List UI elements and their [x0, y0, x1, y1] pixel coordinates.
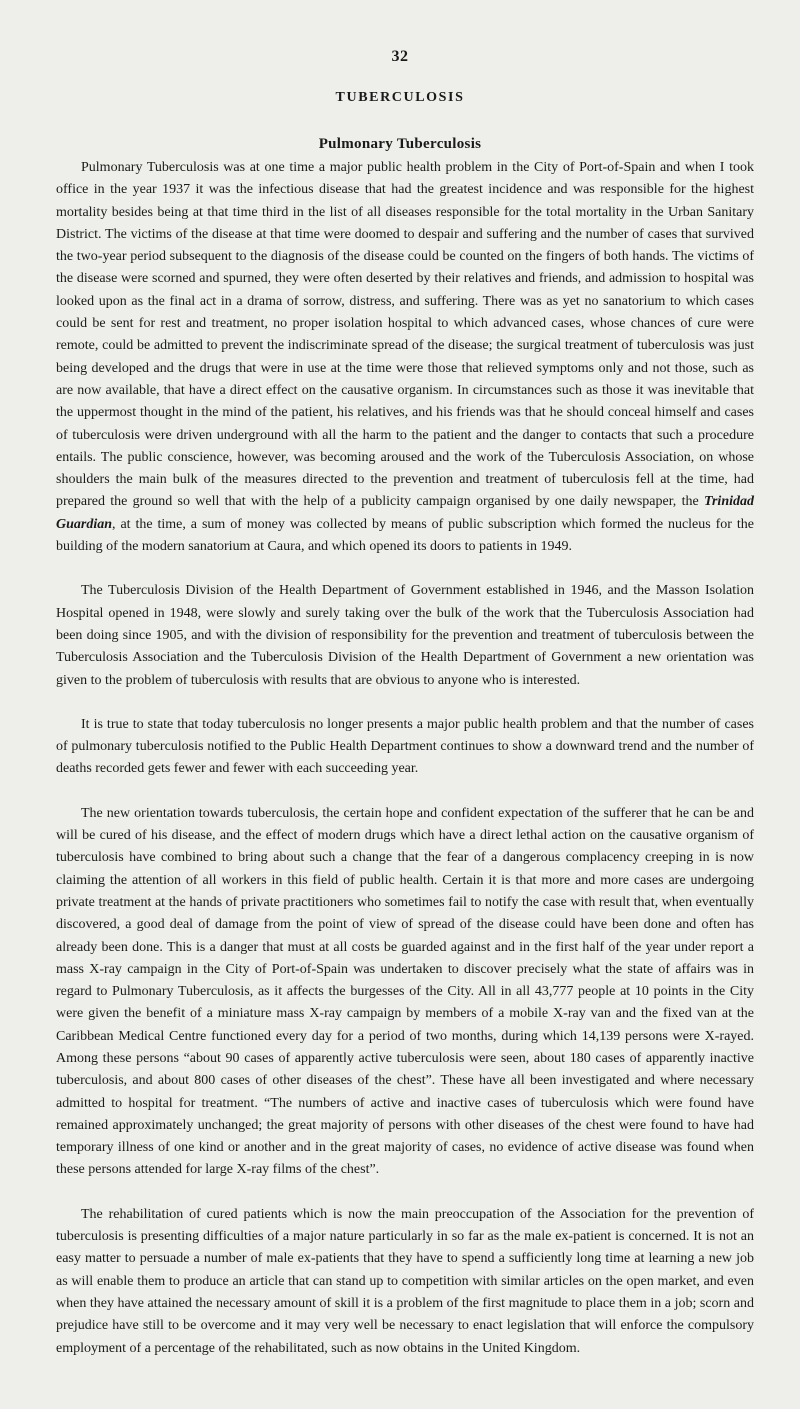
paragraph-history	[56, 157, 754, 558]
section-title: Pulmonary Tuberculosis	[318, 136, 482, 152]
paragraph-xray-campaign: The new orientation towards tuberculosis, the certain hope and confident expectation of the sufferer that he can be and will be cured of his disease, and the effect of modern drugs which have a direct lethal action on the causative organism of tuberculosis have combined to bring about such a change that the fear of a dangerous complacency creeping in is now claiming the attention of all workers in this field of public health. Certain it is that more and more cases are undergoing private treatment at the hands of private practitioners who sometimes fail to notify the case with result that, when eventually discovered, a good deal of damage from the point of view of spread of the disease could have been done and often has already been done. This is a danger that must at all costs be guarded against and in the first half of the year under report a mass X-ray campaign in the City of Port-of-Spain was undertaken to discover precisely what the state of affairs was in regard to Pulmonary Tuberculosis, as it affects the burgesses of the City. All in all 43,777 people at 10 points in the City were given the benefit of a miniature mass X-ray campaign by members of a mobile X-ray van and the fixed van at the Caribbean Medical Centre functioned every day for a period of two months, during which 14,139 persons were X-rayed. Among these persons “about 90 cases of apparently active tuberculosis were seen, about 180 cases of apparently inactive tuberculosis, and about 800 cases of other diseases of the chest”. These have all been investigated and where necessary admitted to hospital for treatment. “The numbers of active and inactive cases of tuberculosis which were found have remained approximately unchanged; the great majority of persons with other diseases of the chest were found to have had temporary illness of one kind or another and in the great majority of cases, no evidence of active disease was found when these persons attended for large X-ray films of the chest”.	[56, 805, 754, 1178]
chapter-title: TUBERCULOSIS	[335, 90, 465, 105]
newspaper-name: Trinidad Guardian	[56, 494, 754, 532]
paragraph-division: The Tuberculosis Division of the Health Department of Government established in 1946, and the Masson Isolation Hospital opened in 1948, were slowly and surely taking over the bulk of the work that the Tuberculosis Association had been doing since 1905, and with the division of responsibility for the prevention and treatment of tuberculosis between the Tuberculosis Association and the Tuberculosis Division of the Health Department of Government a new orientation was given to the problem of tuberculosis with results that are obvious to anyone who is interested.	[56, 583, 754, 688]
body-text	[56, 157, 754, 1382]
page-number: 32	[391, 48, 409, 65]
paragraph-history-text-end: , at the time, a sum of money was collected by means of public subscription which formed the nucleus for the building of the modern sanatorium at Caura, and which opened its doors to patients in 1949.	[56, 516, 754, 555]
paragraph-rehabilitation: The rehabilitation of cured patients which is now the main preoccupation of the Association for the prevention of tuberculosis is presenting difficulties of a major nature particularly in so far as the male ex-patient is concerned. It is not an easy matter to persuade a number of male ex-patients that they have to spend a sufficiently long time at learning a new job as will enable them to produce an article that can stand up to competition with similar articles on the open market, and even when they have attained the necessary amount of skill it is a problem of the first magnitude to place them in a job; scorn and prejudice have still to be overcome and it may very well be necessary to enact legislation that will enforce the compulsory employment of a percentage of the rehabilitated, such as now obtains in the United Kingdom.	[56, 1206, 754, 1356]
paragraph-current-status: It is true to state that today tuberculosis no longer presents a major public health problem and that the number of cases of pulmonary tuberculosis notified to the Public Health Department continues to show a downward trend and the number of deaths recorded gets fewer and fewer with each succeeding year.	[56, 716, 754, 777]
paragraph-history-text: Pulmonary Tuberculosis was at one time a major public health problem in the City of Port-of-Spain and when I took office in the year 1937 it was the infectious disease that had the greatest incidence and was responsible for the highest mortality besides being at that time third in the list of all diseases responsible for the total mortality in the Urban Sanitary District. The victims of the disease at that time were doomed to despair and suffering and the number of cases that survived the two-year period subsequent to the diagnosis of the disease could be counted on the fingers of both hands. The victims of the disease were scorned and spurned, they were often deserted by their relatives and friends, and admission to hospital was looked upon as the final act in a drama of sorrow, distress, and suffering. There was as yet no sanatorium to which cases could be sent for rest and treatment, no proper isolation hospital to which advanced cases, whose chances of cure were remote, could be admitted to prevent the indiscriminate spread of the disease; the surgical treatment of tuberculosis was just being developed and the drugs that were in use at the time were those that relieved symptoms only and not those, such as are now available, that have a direct effect on the causative organism. In circumstances such as those it was inevitable that the uppermost thought in the mind of the patient, his relatives, and his friends was that he should conceal himself and cases of tuberculosis were driven underground with all the harm to the patient and the danger to contacts that such a procedure entails. The public conscience, however, was becoming aroused and the work of the Tuberculosis Association, on whose shoulders the main bulk of the measures directed to the prevention and treatment of tuberculosis fell at the time, had prepared the ground so well that with the help of a publicity campaign organised by one daily newspaper, the	[56, 160, 754, 510]
